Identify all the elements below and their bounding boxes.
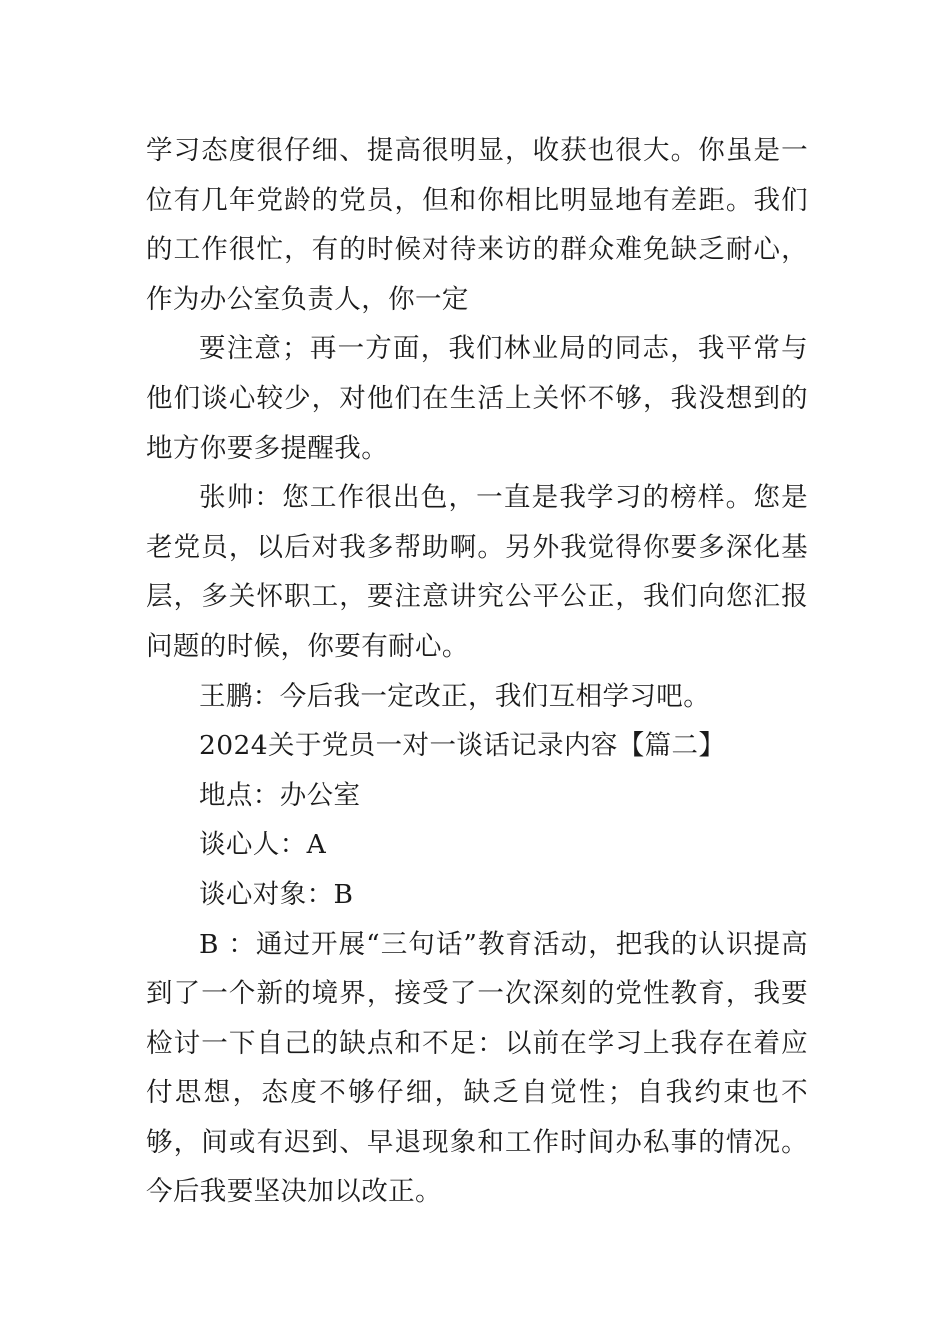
paragraph-wangpeng: 王鹏：今后我一定改正，我们互相学习吧。	[199, 680, 711, 712]
paragraph-zhangshuai: 张帅：您工作很出色，一直是我学习的榜样。您是老党员，以后对我多帮助啊。另外我觉得你要多深化基层，多关怀职工，要注意讲究公平公正，我们向您汇报问题的时候，你要有耐心。	[146, 482, 808, 662]
talker-line: 谈心人：A	[199, 829, 327, 861]
talk-target-line: 谈心对象：B	[199, 878, 354, 910]
paragraph-b-statement: B ：通过开展“三句话”教育活动，把我的认识提高到了一个新的境界，接受了一次深刻的党性教育，我要检讨一下自己的缺点和不足：以前在学习上我存在着应付思想，态度不够仔细，缺乏自觉性；自我约束也不够，间或有迟到、早退现象和工作时间办私事的情况。今后我要坚决加以改正。	[146, 928, 808, 1208]
document-body	[146, 126, 808, 1217]
location-line: 地点：办公室	[199, 779, 361, 811]
paragraph-2: 要注意；再一方面，我们林业局的同志，我平常与他们谈心较少，对他们在生活上关怀不够，我没想到的地方你要多提醒我。	[146, 333, 808, 464]
paragraph-1: 学习态度很仔细、提高很明显，收获也很大。你虽是一位有几年党龄的党员，但和你相比明显地有差距。我们的工作很忙，有的时候对待来访的群众难免缺乏耐心，作为办公室负责人，你一定	[146, 135, 808, 315]
section-heading: 2024关于党员一对一谈话记录内容【篇二】	[199, 730, 726, 762]
